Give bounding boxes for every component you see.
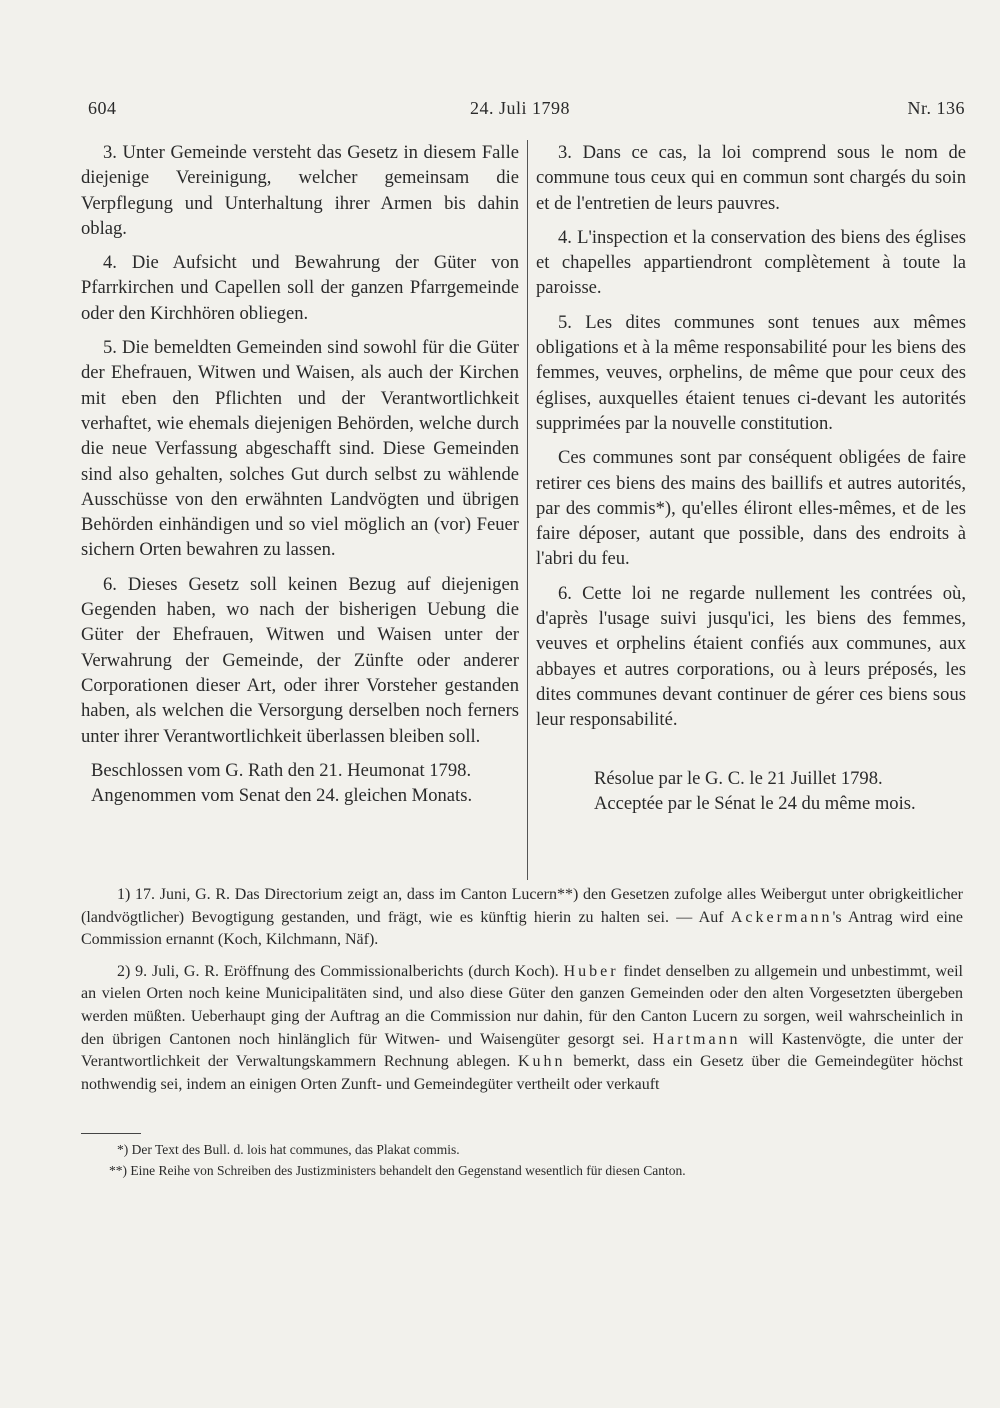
german-column bbox=[81, 140, 519, 808]
french-article-5: 5. Les dites communes sont tenues aux mêmes obligations et à la même responsabilité pour les biens des femmes, veuves, orphelins, de même que pour ceux des églises, auxquelles étaient tenues ci-devant les autorités supprimées par la nouvelle constitution. bbox=[536, 311, 966, 434]
note-2-text-c: will Kastenvögte, die unter der Verantwortlichkeit der Verwaltungskammern Rechnung ablegen. bbox=[81, 1030, 964, 1071]
footnote-single-star: *) Der Text des Bull. d. lois hat communes, das Plakat commis. bbox=[117, 1142, 460, 1157]
german-article-6: 6. Dieses Gesetz soll keinen Bezug auf diejenigen Gegenden haben, wo nach der bisherigen Uebung die Güter der Ehefrauen, Witwen und Waisen unter der Verwahrung der Gemeinde, der Zünfte oder anderer Corporationen dieser Art, oder ihrer Vorsteher gestanden haben, als welchen die Versorgung derselben noch ferners unter ihrer Verantwortlichkeit überlassen bleiben soll. bbox=[81, 573, 519, 747]
note-1-name: Ackermann bbox=[730, 908, 833, 926]
note-1 bbox=[81, 884, 963, 952]
german-accepted-line: Angenommen vom Senat den 24. gleichen Monats. bbox=[91, 785, 473, 807]
german-signature bbox=[81, 758, 519, 809]
note-2-name-kuhn: Kuhn bbox=[518, 1053, 566, 1071]
german-article-4: 4. Die Aufsicht und Bewahrung der Güter von Pfarrkirchen und Capellen soll der ganzen Pfarrgemeinde oder den Kirchhören obliegen. bbox=[81, 252, 519, 324]
french-accepted-line: Acceptée par le Sénat le 24 du même mois. bbox=[594, 792, 916, 814]
note-2-name-huber: Huber bbox=[563, 962, 619, 980]
note-2-name-hartmann: Hartmann bbox=[652, 1030, 741, 1048]
french-article-4: 4. L'inspection et la conservation des biens des églises et chapelles appartiendront complètement à toute la paroisse. bbox=[536, 226, 966, 299]
page-number: 604 bbox=[88, 98, 117, 118]
note-2-text-a: 2) 9. Juli, G. R. Eröffnung des Commissionalberichts (durch Koch). bbox=[117, 962, 564, 980]
note-1-text-a: 1) 17. Juni, G. R. Das Directorium zeigt an, dass im Canton Lucern**) den Gesetzen zufolge alles Weibergut unter obrigkeitlicher (landvögtlicher) Bevogtigung gestanden, und frägt, wie es künftig hierin zu halten sei. — Auf bbox=[81, 886, 963, 926]
document-number: Nr. 136 bbox=[907, 98, 965, 118]
french-article-3: 3. Dans ce cas, la loi comprend sous le nom de commune tous ceux qui en commun sont chargés du soin et de l'entretien de leurs pauvres. bbox=[536, 142, 966, 214]
german-resolved-line: Beschlossen vom G. Rath den 21. Heumonat 1798. bbox=[91, 759, 472, 781]
footnote-double-star: **) Eine Reihe von Schreiben des Justizministers behandelt den Gegenstand wesentlich für diesen Canton. bbox=[109, 1163, 686, 1178]
note-1-text-b: 's Antrag wird eine Commission ernannt (Koch, Kilchmann, Näf). bbox=[81, 908, 963, 949]
french-article-6: 6. Cette loi ne regarde nullement les contrées où, d'après l'usage suivi jusqu'ici, les biens des femmes, veuves et orphelins étaient confiés aux communes, aux abbayes et autres corporations, ou à leurs préposés, les dites communes devant continuer de gérer ces biens sous leur responsabilité. bbox=[536, 582, 966, 731]
note-2 bbox=[81, 961, 963, 1097]
french-resolved-line: Résolue par le G. C. le 21 Juillet 1798. bbox=[594, 767, 883, 789]
page-header bbox=[88, 98, 965, 128]
french-signature bbox=[536, 766, 966, 817]
footnote-rule bbox=[81, 1133, 141, 1134]
column-divider bbox=[527, 140, 528, 880]
german-article-3: 3. Unter Gemeinde versteht das Gesetz in diesem Falle diejenige Vereinigung, welcher gemeinsam die Verpflegung und Unterhaltung ihrer Armen bis dahin oblag. bbox=[81, 142, 519, 239]
editorial-notes bbox=[81, 884, 963, 1105]
footnotes bbox=[81, 1139, 961, 1181]
note-2-text-b: findet denselben zu allgemein und unbestimmt, weil an vielen Orten noch keine Municipalitäten sind, und also diese Güter den ganzen Gemeinden oder den alten Vorgesetzten übergeben werden müßten. Ueberhaupt ging der Auftrag an die Commission nur dahin, für den Canton Lucern zu sorgen, weil wahrscheinlich in den übrigen Cantonen noch hinlänglich für Witwen- und Waisengüter gesorgt sei. bbox=[81, 962, 964, 1048]
german-article-5: 5. Die bemeldten Gemeinden sind sowohl für die Güter der Ehefrauen, Witwen und Waisen, als auch der Kirchen mit eben den Pflichten und der Verantwortlichkeit verhaftet, wie ehemals diejenigen Behörden, welche durch die neue Verfassung abgeschafft sind. Diese Gemeinden sind also gehalten, solches Gut durch selbst zu wählende Ausschüsse von den erwähnten Landvögten und übrigen Behörden einhändigen und so viel möglich an (vor) Feuer sichern Orten bewahren zu lassen. bbox=[81, 337, 519, 561]
note-2-text-d: bemerkt, dass ein Gesetz über die Gemeindegüter höchst nothwendig sei, indem an einigen Orten Zunft- und Gemeindegüter vertheilt oder verkauft bbox=[81, 1053, 963, 1093]
header-date: 24. Juli 1798 bbox=[470, 98, 571, 118]
french-article-5-continued: Ces communes sont par conséquent obligées de faire retirer ces biens des mains des baillifs et autres autorités, par des commis*), qu'elles éliront elles-mêmes, et de les faire déposer, autant que possible, dans des endroits à l'abri du feu. bbox=[536, 447, 966, 570]
french-column bbox=[536, 140, 966, 816]
